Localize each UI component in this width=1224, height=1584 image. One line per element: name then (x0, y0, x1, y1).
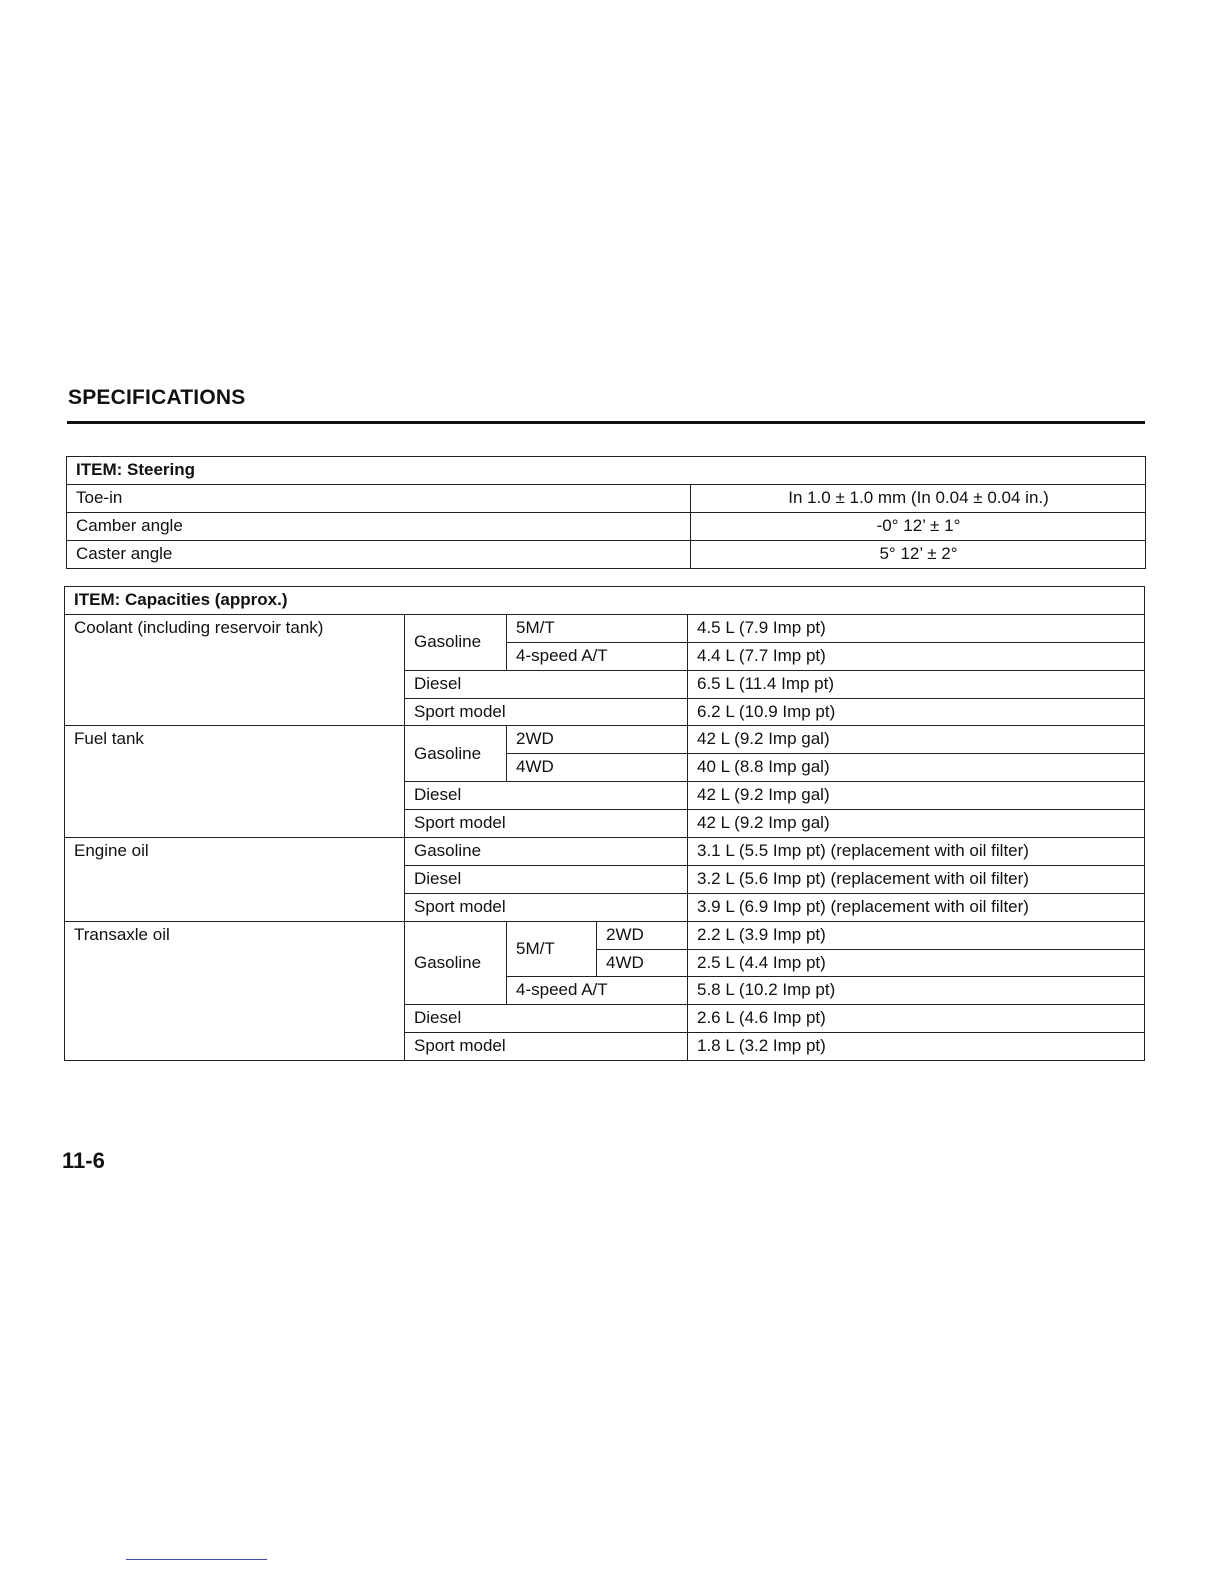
transaxle-diesel-value: 2.6 L (4.6 Imp pt) (688, 1005, 1145, 1033)
coolant-at-label: 4-speed A/T (507, 642, 688, 670)
transaxle-mt-4wd-value: 2.5 L (4.4 Imp pt) (688, 949, 1145, 977)
transaxle-at-value: 5.8 L (10.2 Imp pt) (688, 977, 1145, 1005)
footer-line (126, 1559, 267, 1560)
fuel-tank-4wd-value: 40 L (8.8 Imp gal) (688, 754, 1145, 782)
table-row (65, 921, 1145, 949)
toe-in-label: Toe-in (67, 485, 691, 513)
camber-angle-value: -0° 12’ ± 1° (691, 513, 1146, 541)
engine-oil-diesel-label: Diesel (405, 865, 688, 893)
camber-angle-label: Camber angle (67, 513, 691, 541)
engine-oil-gasoline-value: 3.1 L (5.5 Imp pt) (replacement with oil filter) (688, 838, 1145, 866)
page-number: 11-6 (62, 1148, 105, 1173)
coolant-diesel-label: Diesel (405, 670, 688, 698)
engine-oil-diesel-value: 3.2 L (5.6 Imp pt) (replacement with oil filter) (688, 865, 1145, 893)
table-row (67, 485, 1146, 513)
toe-in-value: In 1.0 ± 1.0 mm (In 0.04 ± 0.04 in.) (691, 485, 1146, 513)
fuel-tank-2wd-label: 2WD (507, 726, 688, 754)
engine-oil-sport-value: 3.9 L (6.9 Imp pt) (replacement with oil filter) (688, 893, 1145, 921)
transaxle-mt-label: 5M/T (507, 921, 597, 977)
capacities-header: ITEM: Capacities (approx.) (65, 587, 1145, 615)
coolant-diesel-value: 6.5 L (11.4 Imp pt) (688, 670, 1145, 698)
fuel-tank-4wd-label: 4WD (507, 754, 688, 782)
transaxle-oil-label: Transaxle oil (65, 921, 405, 1060)
coolant-mt-value: 4.5 L (7.9 Imp pt) (688, 614, 1145, 642)
fuel-tank-gasoline-label: Gasoline (405, 726, 507, 782)
transaxle-diesel-label: Diesel (405, 1005, 688, 1033)
caster-angle-label: Caster angle (67, 541, 691, 569)
coolant-sport-value: 6.2 L (10.9 Imp pt) (688, 698, 1145, 726)
fuel-tank-label: Fuel tank (65, 726, 405, 838)
coolant-mt-label: 5M/T (507, 614, 688, 642)
fuel-tank-sport-value: 42 L (9.2 Imp gal) (688, 810, 1145, 838)
steering-header-row (67, 457, 1146, 485)
table-row (67, 541, 1146, 569)
capacities-header-row (65, 587, 1145, 615)
coolant-at-value: 4.4 L (7.7 Imp pt) (688, 642, 1145, 670)
fuel-tank-2wd-value: 42 L (9.2 Imp gal) (688, 726, 1145, 754)
table-row (65, 838, 1145, 866)
engine-oil-label: Engine oil (65, 838, 405, 922)
page-title: SPECIFICATIONS (68, 386, 246, 409)
engine-oil-gasoline-label: Gasoline (405, 838, 688, 866)
fuel-tank-sport-label: Sport model (405, 810, 688, 838)
table-row (65, 726, 1145, 754)
transaxle-sport-value: 1.8 L (3.2 Imp pt) (688, 1033, 1145, 1061)
coolant-label: Coolant (including reservoir tank) (65, 614, 405, 726)
transaxle-gasoline-label: Gasoline (405, 921, 507, 1005)
caster-angle-value: 5° 12’ ± 2° (691, 541, 1146, 569)
coolant-gasoline-label: Gasoline (405, 614, 507, 670)
transaxle-mt-4wd-label: 4WD (597, 949, 688, 977)
capacities-table (64, 586, 1145, 1061)
fuel-tank-diesel-value: 42 L (9.2 Imp gal) (688, 782, 1145, 810)
transaxle-mt-2wd-value: 2.2 L (3.9 Imp pt) (688, 921, 1145, 949)
steering-header: ITEM: Steering (67, 457, 1146, 485)
table-row (65, 614, 1145, 642)
table-row (67, 513, 1146, 541)
engine-oil-sport-label: Sport model (405, 893, 688, 921)
transaxle-sport-label: Sport model (405, 1033, 688, 1061)
coolant-sport-label: Sport model (405, 698, 688, 726)
fuel-tank-diesel-label: Diesel (405, 782, 688, 810)
transaxle-mt-2wd-label: 2WD (597, 921, 688, 949)
transaxle-at-label: 4-speed A/T (507, 977, 688, 1005)
steering-table (66, 456, 1146, 569)
title-rule (67, 421, 1145, 424)
